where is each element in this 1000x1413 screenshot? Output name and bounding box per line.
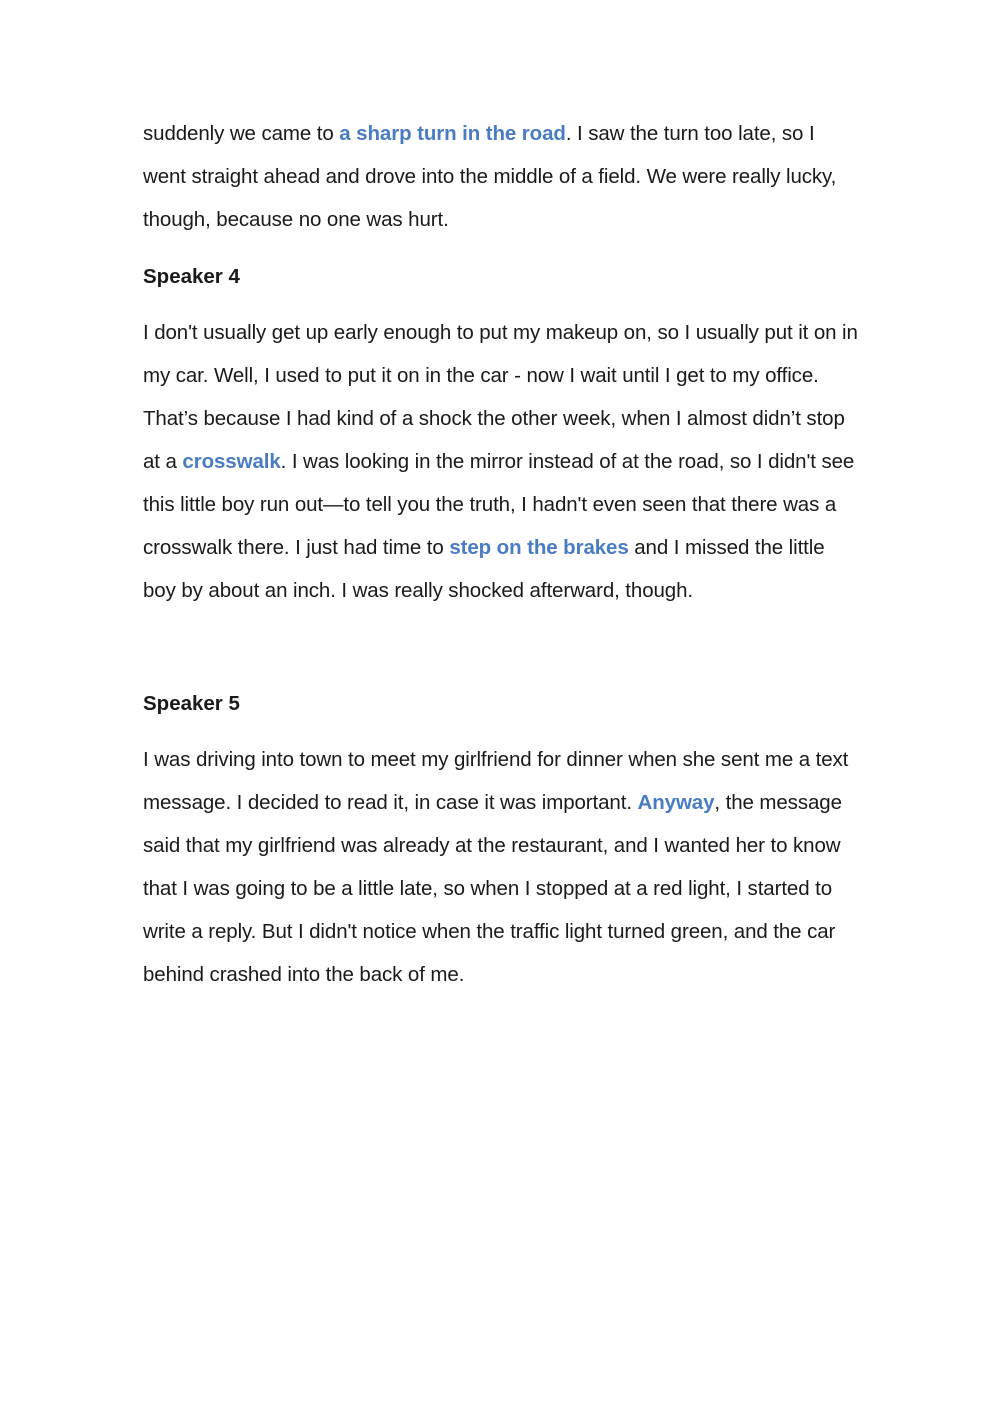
highlighted-phrase-step-on-the-brakes: step on the brakes [449,536,629,559]
speaker-4-paragraph [143,311,858,612]
speaker-5-heading: Speaker 5 [143,692,240,715]
speaker-5-text-1: I was driving into town to meet my girlfriend for dinner when she sent me a text message. I decided to read it, in case it was important. [143,748,849,814]
document-page [143,112,858,996]
speaker-4-text-3: and I missed the little boy by about an inch. I was really shocked afterward, though. [143,536,825,602]
highlighted-word-anyway: Anyway [637,791,715,814]
highlighted-phrase-crosswalk: crosswalk [182,450,281,473]
speaker-5-text-2: , the message said that my girlfriend was already at the restaurant, and I wanted her to know that I was going to be a little late, so when I stopped at a red light, I started to write a reply. But I didn't notice when the traffic light turned green, and the car behind crashed into the back of me. [143,791,842,986]
speaker-4-text-1: I don't usually get up early enough to put my makeup on, so I usually put it on in my car. Well, I used to put it on in the car - now I wait until I get to my office. That’s because I had kind of a shock the other week, when I almost didn’t stop at a [143,321,858,473]
speaker-5-paragraph [143,738,858,996]
intro-paragraph [143,112,858,241]
intro-text-after: . I saw the turn too late, so I went straight ahead and drove into the middle of a field. We were really lucky, though, because no one was hurt. [143,122,837,231]
highlighted-phrase-sharp-turn: a sharp turn in the road [339,122,566,145]
speaker-4-text-2: . I was looking in the mirror instead of at the road, so I didn't see this little boy run out—to tell you the truth, I hadn't even seen that there was a crosswalk there. I just had time to [143,450,855,559]
intro-text-before: suddenly we came to [143,122,340,145]
speaker-4-heading: Speaker 4 [143,265,240,288]
